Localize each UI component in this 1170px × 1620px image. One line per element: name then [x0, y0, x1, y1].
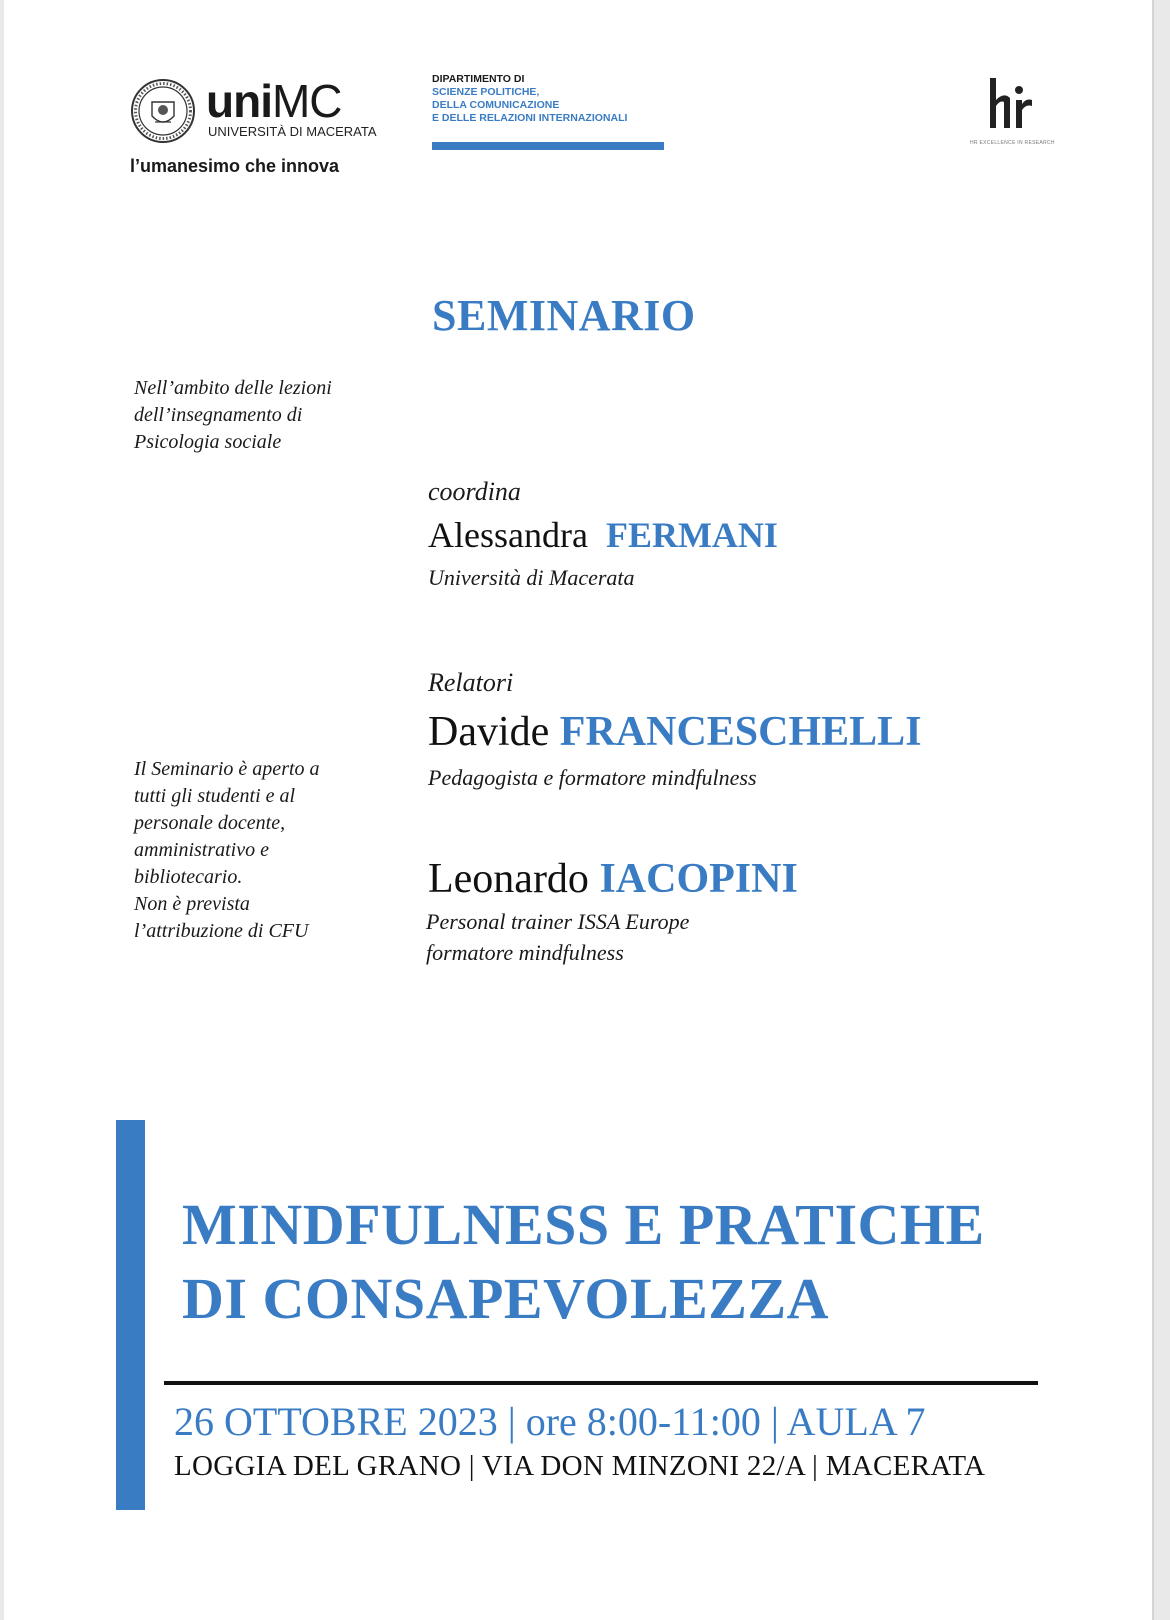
department-line: DIPARTIMENTO DI: [432, 73, 525, 85]
note-line: bibliotecario.: [134, 866, 243, 888]
speaker-affiliation: [428, 762, 757, 793]
department-line: SCIENZE POLITICHE,: [432, 86, 540, 98]
note-line: dell’insegnamento di: [134, 404, 303, 426]
hr-logo-caption: HR EXCELLENCE IN RESEARCH: [970, 140, 1055, 146]
affiliation-line: Personal trainer ISSA Europe: [426, 909, 690, 934]
note-line: l’attribuzione di CFU: [134, 920, 309, 942]
seminar-heading: SEMINARIO: [432, 291, 696, 340]
coordinator-name: [428, 514, 778, 556]
note-line: Non è prevista: [134, 893, 250, 915]
note-line: amministrativo e: [134, 839, 269, 861]
department-line: DELLA COMUNICAZIONE: [432, 99, 560, 111]
note-line: tutti gli studenti e al: [134, 785, 296, 807]
unimc-tagline: l’umanesimo che innova: [130, 156, 340, 176]
note-line: Nell’ambito delle lezioni: [134, 377, 332, 399]
divider: [164, 1381, 1038, 1385]
coordinator-label: coordina: [428, 477, 521, 506]
course-context-note: [134, 375, 384, 456]
venue-address: LOGGIA DEL GRANO | VIA DON MINZONI 22/A | MACERATA: [174, 1450, 986, 1482]
speaker-surname: IACOPINI: [599, 856, 798, 902]
coordinator-first-name: Alessandra: [428, 515, 588, 555]
note-line: Psicologia sociale: [134, 431, 282, 453]
department-line: E DELLE RELAZIONI INTERNAZIONALI: [432, 112, 628, 124]
department-bar: [432, 142, 664, 150]
coordinator-affiliation: Università di Macerata: [428, 565, 635, 590]
date-time-room: 26 OTTOBRE 2023 | ore 8:00-11:00 | AULA 7: [174, 1399, 926, 1444]
unimc-university-name: UNIVERSITÀ DI MACERATA: [208, 124, 377, 139]
note-line: Il Seminario è aperto a: [134, 758, 320, 780]
unimc-wordmark: uniMC: [206, 75, 342, 127]
title-accent-bar: [116, 1120, 145, 1510]
speaker-first-name: Leonardo: [428, 856, 589, 902]
title-line: DI CONSAPEVOLEZZA: [182, 1266, 830, 1331]
access-note: [134, 756, 384, 945]
title-line: MINDFULNESS E PRATICHE: [182, 1192, 985, 1257]
poster-page: [4, 0, 1154, 1620]
coordinator-surname: FERMANI: [605, 515, 778, 555]
university-seal-icon: [130, 78, 196, 144]
speaker-name: [428, 708, 922, 756]
affiliation-line: Pedagogista e formatore mindfulness: [428, 765, 757, 790]
department-logo: [432, 73, 627, 125]
speaker-surname: FRANCESCHELLI: [559, 709, 922, 755]
speaker-affiliation: [426, 906, 926, 968]
affiliation-line: formatore mindfulness: [426, 940, 624, 965]
note-line: personale docente,: [134, 812, 286, 834]
seminar-title: [182, 1188, 985, 1336]
speaker-first-name: Davide: [428, 709, 550, 755]
speaker-name: [428, 855, 798, 903]
hr-excellence-logo-icon: [986, 76, 1034, 130]
speakers-label: Relatori: [428, 668, 514, 697]
